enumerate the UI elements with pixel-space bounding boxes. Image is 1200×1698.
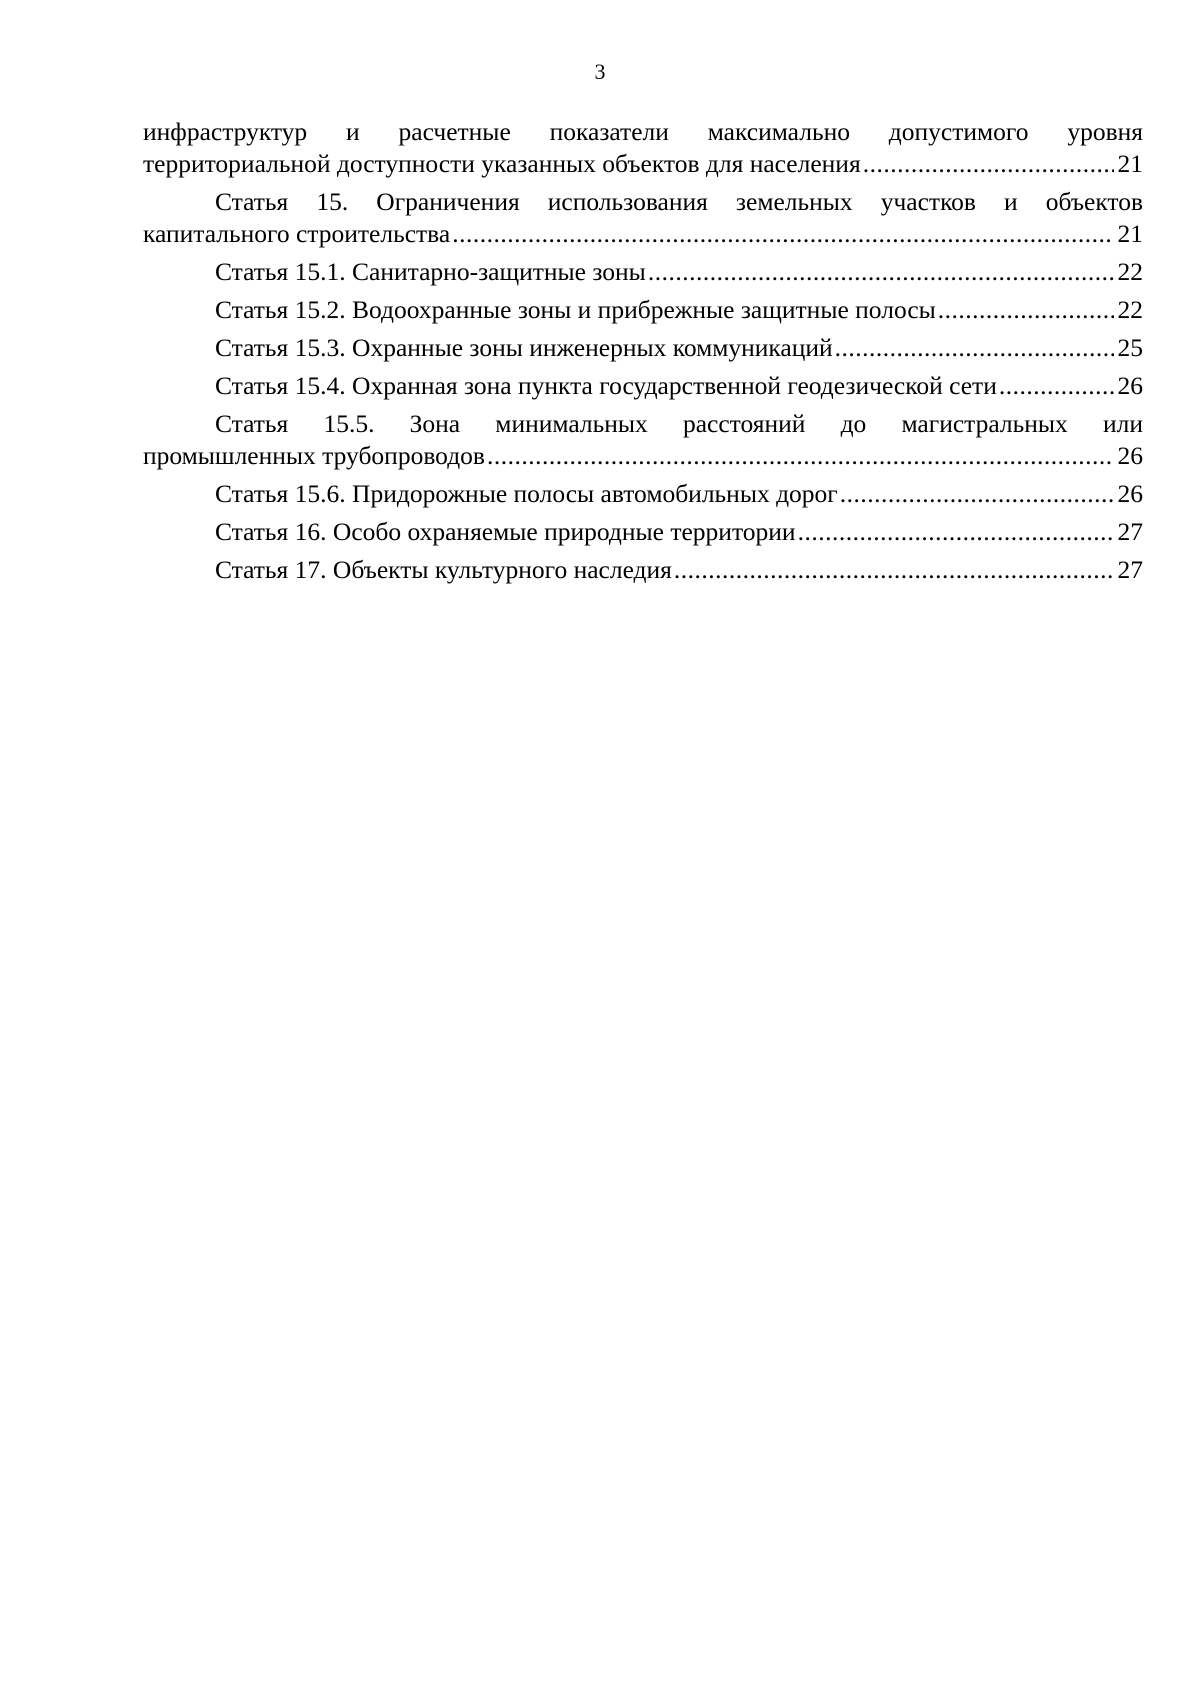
toc-page-number: 22 bbox=[1117, 295, 1143, 324]
toc-entry-text: Статья 15.1. Санитарно-защитные зоны bbox=[215, 257, 646, 286]
toc-entry-last-line bbox=[143, 294, 1143, 326]
toc-entry-last-line bbox=[143, 256, 1143, 288]
toc-entry[interactable] bbox=[143, 116, 1143, 180]
toc-entry-text: Статья 15.2. Водоохранные зоны и прибрежные защитные полосы bbox=[215, 295, 936, 324]
toc-page-number: 27 bbox=[1117, 517, 1143, 546]
toc-page-number: 26 bbox=[1117, 441, 1143, 470]
toc-entry[interactable] bbox=[143, 516, 1143, 548]
toc-leader-dots bbox=[648, 256, 1114, 288]
toc-entry-last-line bbox=[143, 516, 1143, 548]
toc-entry-text: Статья 16. Особо охраняемые природные территории bbox=[215, 517, 796, 546]
toc-entry-text: Статья 15.6. Придорожные полосы автомобильных дорог bbox=[215, 479, 838, 508]
toc-leader-dots bbox=[938, 294, 1114, 326]
toc-leader-dots bbox=[840, 478, 1114, 510]
toc-entry-last-line bbox=[143, 370, 1143, 402]
toc-entry-last-line bbox=[143, 478, 1143, 510]
toc-leader-dots bbox=[863, 148, 1114, 180]
toc-entry-text: Статья 15.4. Охранная зона пункта государственной геодезической сети bbox=[215, 371, 997, 400]
toc-entry-last-line bbox=[143, 148, 1143, 180]
toc-entry[interactable] bbox=[143, 478, 1143, 510]
toc-entry-text: Статья 17. Объекты культурного наследия bbox=[215, 555, 672, 584]
toc-page-number: 26 bbox=[1117, 371, 1143, 400]
toc-page-number: 22 bbox=[1117, 257, 1143, 286]
table-of-contents bbox=[143, 116, 1143, 592]
toc-entry-text-line: инфраструктур и расчетные показатели максимально допустимого уровня bbox=[143, 117, 1143, 146]
toc-entry[interactable] bbox=[143, 370, 1143, 402]
toc-entry-text-line: Статья 15. Ограничения использования земельных участков и объектов bbox=[215, 187, 1143, 216]
toc-leader-dots bbox=[674, 554, 1114, 586]
toc-entry-last-line bbox=[143, 218, 1143, 250]
toc-entry[interactable] bbox=[143, 408, 1143, 472]
toc-entry[interactable] bbox=[143, 294, 1143, 326]
toc-page-number: 21 bbox=[1117, 149, 1143, 178]
toc-leader-dots bbox=[487, 440, 1114, 472]
toc-entry[interactable] bbox=[143, 256, 1143, 288]
toc-page-number: 26 bbox=[1117, 479, 1143, 508]
toc-entry[interactable] bbox=[143, 186, 1143, 250]
toc-entry-last-line bbox=[143, 332, 1143, 364]
toc-entry-text: Статья 15.3. Охранные зоны инженерных коммуникаций bbox=[215, 333, 833, 362]
page-number: 3 bbox=[594, 59, 606, 84]
toc-leader-dots bbox=[798, 516, 1114, 548]
toc-entry-text: промышленных трубопроводов bbox=[143, 441, 485, 470]
toc-entry-text: территориальной доступности указанных объектов для населения bbox=[143, 149, 861, 178]
toc-entry-last-line bbox=[143, 440, 1143, 472]
toc-page-number: 25 bbox=[1117, 333, 1143, 362]
toc-entry-text-line: Статья 15.5. Зона минимальных расстояний до магистральных или bbox=[215, 409, 1143, 438]
toc-entry[interactable] bbox=[143, 332, 1143, 364]
toc-leader-dots bbox=[835, 332, 1114, 364]
toc-entry-last-line bbox=[143, 554, 1143, 586]
toc-entry-text: капитального строительства bbox=[143, 219, 451, 248]
toc-leader-dots bbox=[452, 218, 1113, 250]
toc-entry[interactable] bbox=[143, 554, 1143, 586]
toc-page-number: 27 bbox=[1117, 555, 1143, 584]
toc-leader-dots bbox=[999, 370, 1114, 402]
toc-page-number: 21 bbox=[1117, 219, 1143, 248]
